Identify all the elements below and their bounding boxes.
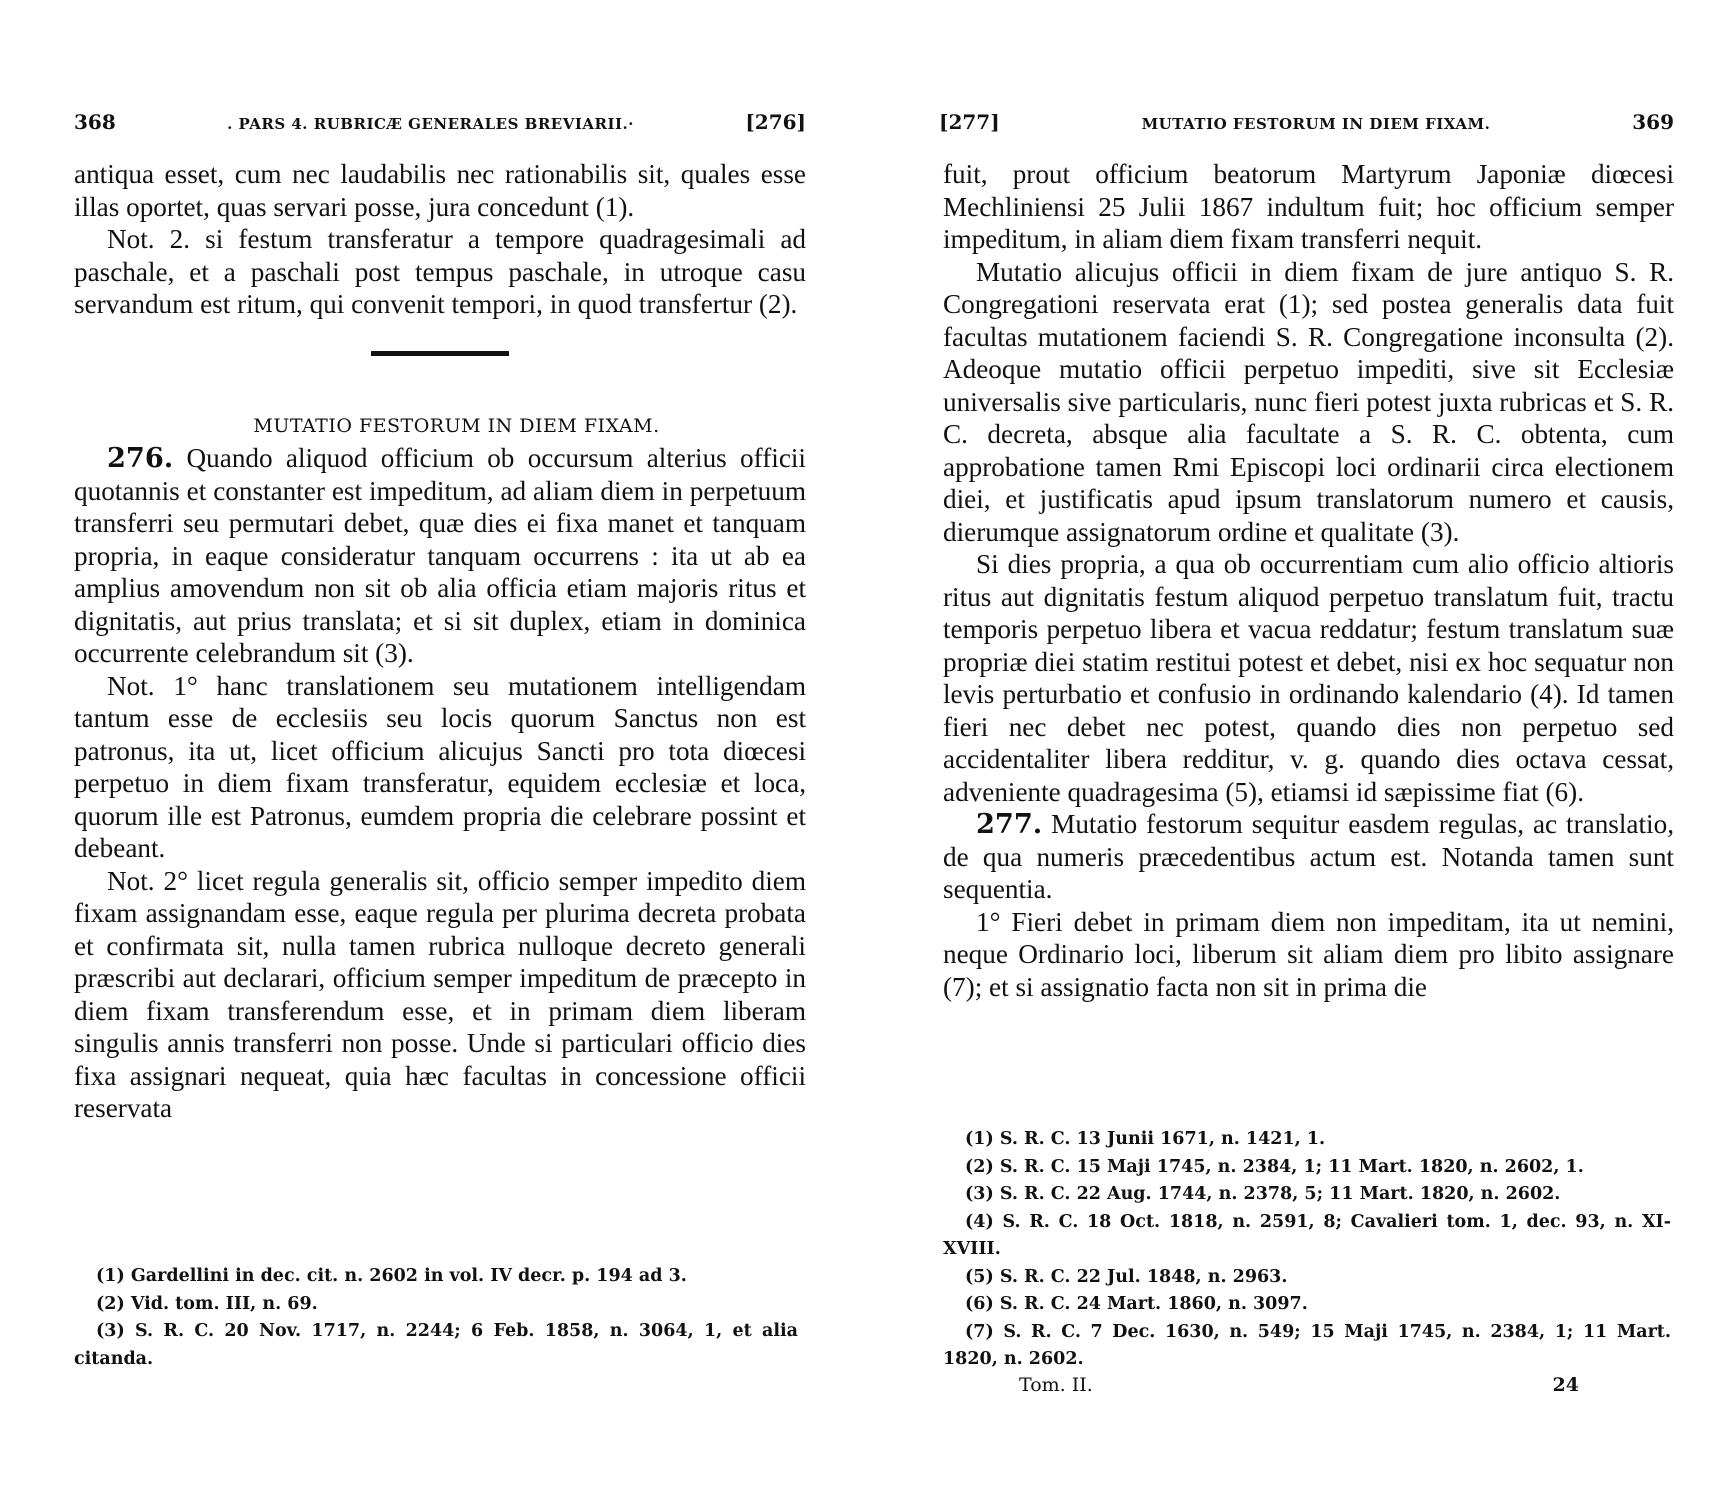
paragraph-number-276: 276. [107, 442, 174, 474]
paragraph-note-2: Not. 2. si festum transferatur a tempore quadragesimali ad paschale, et a paschali post tempus paschale, in utroque casu servandum est ritum, qui convenit tempori, in quod transfertur (2). [74, 224, 806, 319]
footnote-left-2: (2) Vid. tom. III, n. 69. [96, 1293, 318, 1314]
paragraph-note-1: Not. 1° hanc translationem seu mutationem intelligendam tantum esse de ecclesiis seu locis quorum Sanctus non est patronus, ita ut, licet officium alicujus Sancti pro tota diœcesi perpetuo in diem fixam transferatur, equidem ecclesiæ et loca, quorum ille est Patronus, eumdem propria die celebrare possint et debeant. [74, 670, 806, 863]
section-divider [371, 351, 509, 356]
paragraph-276-text: Quando aliquod officium ob occursum alterius officii quotannis et constanter est impeditum, ad aliam diem in perpetuum transferri seu permutari debet, quæ dies ei fixa manet et tanquam propria, in eaque consideratur tanquam occurrens : ita ut ab ea amplius amovendum non sit ob alia officia etiam majoris ritus et dignitatis, aut prius translata; et si sit duplex, etiam in dominica occurrente celebrandum sit (3). [74, 443, 806, 668]
footnote-right-7: (7) S. R. C. 7 Dec. 1630, n. 549; 15 Maji 1745, n. 2384, 1; 11 Mart. 1820, n. 2602. [943, 1321, 1671, 1369]
running-title-right: MUTATIO FESTORUM IN DIEM FIXAM. [1141, 115, 1491, 133]
signature-number: 24 [1552, 1374, 1579, 1396]
section-heading: MUTATIO FESTORUM IN DIEM FIXAM. [253, 414, 660, 437]
footnote-right-6: (6) S. R. C. 24 Mart. 1860, n. 3097. [965, 1294, 1308, 1314]
paragraph-277 [943, 808, 1674, 906]
footnotes-left [74, 1263, 798, 1373]
paragraph-item-1: 1° Fieri debet in primam diem non impeditam, ita ut nemini, neque Ordinario loci, liberum sit aliam diem pro libito assignare (7); et si assignatio facta non sit in prima die [943, 906, 1674, 1002]
paragraph-mutatio: Mutatio alicujus officii in diem fixam de jure antiquo S. R. Congregationi reservata erat (1); sed postea generalis data fuit facultas mutationem faciendi S. R. Congregatione inconsulta (2). Adeoque mutatio officii perpetuo impediti, sive sit Ecclesiæ universalis sive particularis, nunc fieri potest juxta rubricas et S. R. C. decreta, absque alia facultate a S. R. C. obtenta, cum approbatione tamen Rmi Episcopi loci ordinarii circa electionem diei, et justificatis apud ipsum translatorum numero et causis, dierumque assignatorum ordine et qualitate (3). [943, 256, 1674, 547]
page-number-left: 368 [74, 110, 116, 134]
footnote-right-2: (2) S. R. C. 15 Maji 1745, n. 2384, 1; 11 Mart. 1820, n. 2602, 1. [965, 1156, 1584, 1177]
running-title-left: . PARS 4. RUBRICÆ GENERALES BREVIARII.· [227, 115, 634, 133]
paragraph-number-277: 277. [976, 808, 1043, 840]
right-body [943, 158, 1674, 1003]
paragraph-note-2b: Not. 2° licet regula generalis sit, officio semper impedito diem fixam assignandam esse, eaque regula per plurima decreta probata et confirmata sit, nulla tamen rubrica nulloque decreto generali præscribi aut declarari, officium semper impeditum de præcepto in diem fixam transferendum esse, et in primam diem liberam singulis annis transferri non posse. Unde si particulari officio dies fixa assignari nequeat, quia hæc facultas in concessione officii reservata [74, 865, 806, 1123]
footnote-right-1: (1) S. R. C. 13 Junii 1671, n. 1421, 1. [965, 1129, 1326, 1149]
signature-line [1019, 1374, 1579, 1396]
bracket-number-left: [276] [745, 110, 806, 134]
paragraph-continued: antiqua esset, cum nec laudabilis nec rationabilis sit, quales esse illas oportet, quas servari posse, jura concedunt (1). [74, 159, 806, 222]
paragraph-continued-right: fuit, prout officium beatorum Martyrum Japoniæ diœcesi Mechliniensi 25 Julii 1867 indultum fuit; hoc officium semper impeditum, in aliam diem fixam transferri nequit. [943, 159, 1674, 254]
footnote-right-3: (3) S. R. C. 22 Aug. 1744, n. 2378, 5; 11 Mart. 1820, n. 2602. [965, 1184, 1561, 1204]
footnote-left-3: (3) S. R. C. 20 Nov. 1717, n. 2244; 6 Feb. 1858, n. 3064, 1, et alia citanda. [74, 1321, 798, 1369]
running-head-left [74, 110, 806, 140]
footnote-right-5: (5) S. R. C. 22 Jul. 1848, n. 2963. [965, 1266, 1288, 1287]
bracket-number-right: [277] [939, 110, 1000, 134]
right-page [867, 0, 1734, 1500]
footnotes-right [943, 1126, 1671, 1374]
paragraph-277-text: Mutatio festorum sequitur easdem regulas, ac translatio, de qua numeris præcedentibus actum est. Notanda tamen sunt sequentia. [943, 809, 1674, 904]
paragraph-276 [74, 442, 806, 670]
footnote-left-1: (1) Gardellini in dec. cit. n. 2602 in vol. IV decr. p. 194 ad 3. [96, 1266, 687, 1286]
left-body [74, 158, 806, 1125]
paragraph-si-dies: Si dies propria, a qua ob occurrentiam cum alio officio altioris ritus aut dignitatis festum aliquod perpetuo translatum fuit, tractu temporis perpetuo libera et vacua reddatur; festum translatum suæ propriæ diei statim restitui potest et debet, nisi ex hoc sequatur non levis perturbatio et confusio in ordinando kalendario (4). Id tamen fieri nec debet nec potest, quando dies non perpetuo sed accidentaliter libera redditur, v. g. quando dies octava cessat, adveniente quadragesima (5), etiamsi id sæpissime fiat (6). [943, 549, 1674, 807]
running-head-right [939, 110, 1674, 140]
signature-volume: Tom. II. [1019, 1374, 1093, 1396]
page-number-right: 369 [1632, 110, 1674, 134]
footnote-right-4: (4) S. R. C. 18 Oct. 1818, n. 2591, 8; Cavalieri tom. 1, dec. 93, n. XI-XVIII. [943, 1211, 1671, 1259]
